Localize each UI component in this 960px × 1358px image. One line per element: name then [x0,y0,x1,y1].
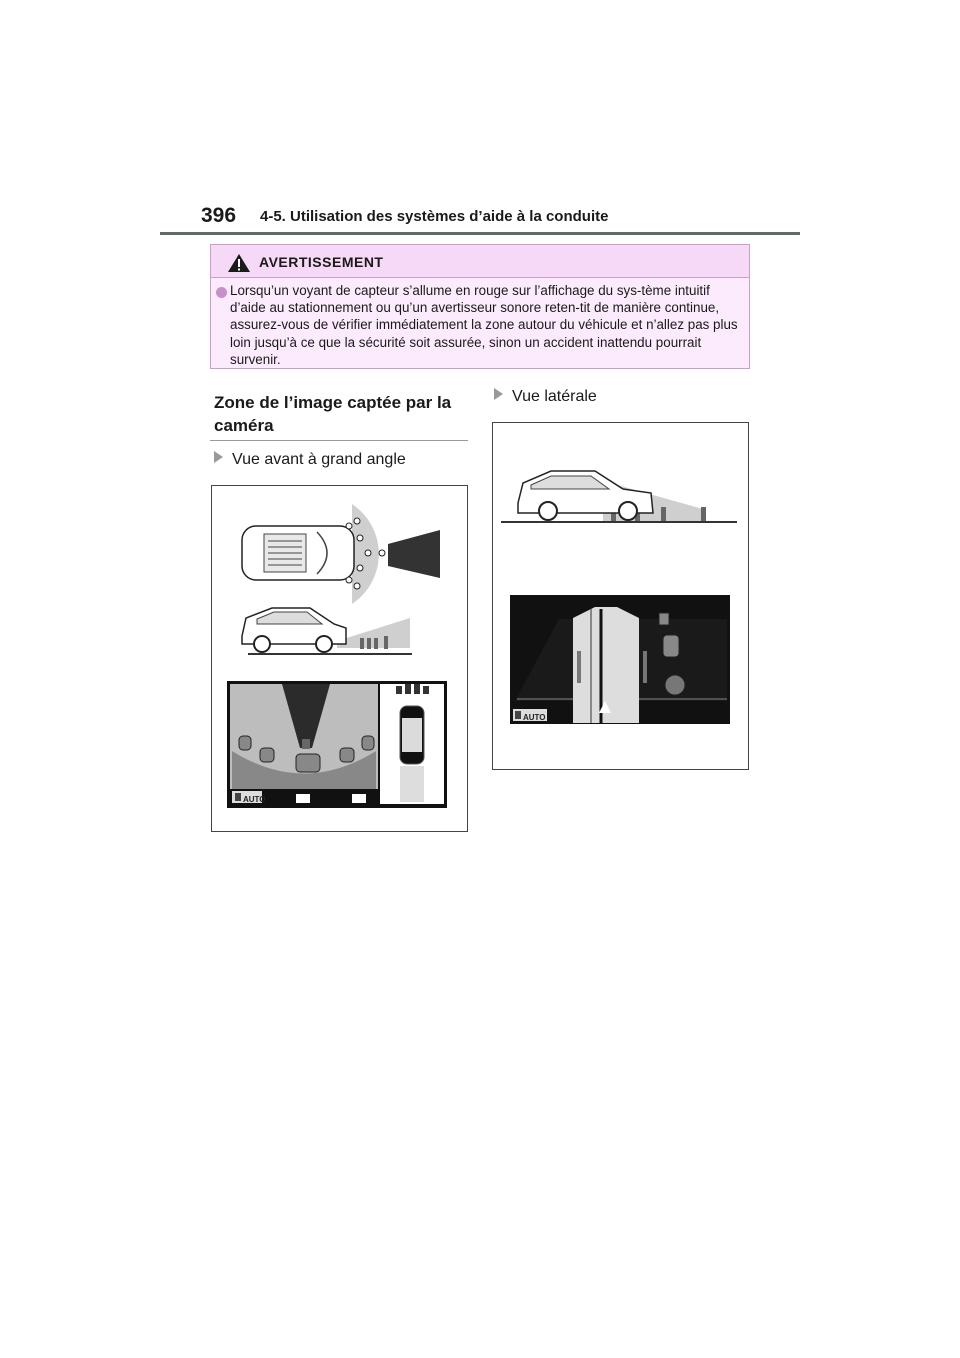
page-number: 396 [201,204,237,227]
chapter-title: 4-5. Utilisation des systèmes d’aide à la conduite [260,208,609,225]
front-auto-badge: AUTO [243,795,266,804]
warning-label: AVERTISSEMENT [259,254,384,270]
front-wide-view-heading [214,451,406,469]
front-wide-view-label: Vue avant à grand angle [232,451,406,468]
front-wide-screen [227,681,447,808]
side-view-car [242,608,412,654]
warning-header [211,245,749,278]
front-wide-view-illustration [212,486,467,831]
side-view-label: Vue latérale [512,388,597,405]
warning-box [210,244,750,369]
side-view-heading [494,388,597,406]
section-title: Zone de l’image captée par la caméra [214,393,452,435]
side-auto-badge: AUTO [523,713,546,722]
side-view-illustration [493,423,748,769]
warning-text: Lorsqu’un voyant de capteur s’allume en rouge sur l’affichage du sys-tème intuitif d’aide au stationnement ou qu’un avertisseur sonore reten-tit de manière continue, assurez-vous de vérifier immédiatement la zone autour du véhicule et n’allez pas plus loin jusqu’à ce que la sécurité soit assurée, sinon un accident inattendu pourrait survenir. [230,283,738,367]
top-view-car [242,504,440,604]
bullet-icon [216,287,227,298]
side-view-figure [492,422,749,770]
camera-icon [515,711,521,719]
warning-triangle-icon [227,253,251,273]
camera-icon [235,793,241,801]
section-rule [210,440,468,441]
side-view-car [501,471,737,522]
header-rule [160,232,800,235]
triangle-bullet-icon [214,451,223,463]
front-wide-view-figure [211,485,468,832]
triangle-bullet-icon [494,388,503,400]
side-view-screen [510,595,730,724]
